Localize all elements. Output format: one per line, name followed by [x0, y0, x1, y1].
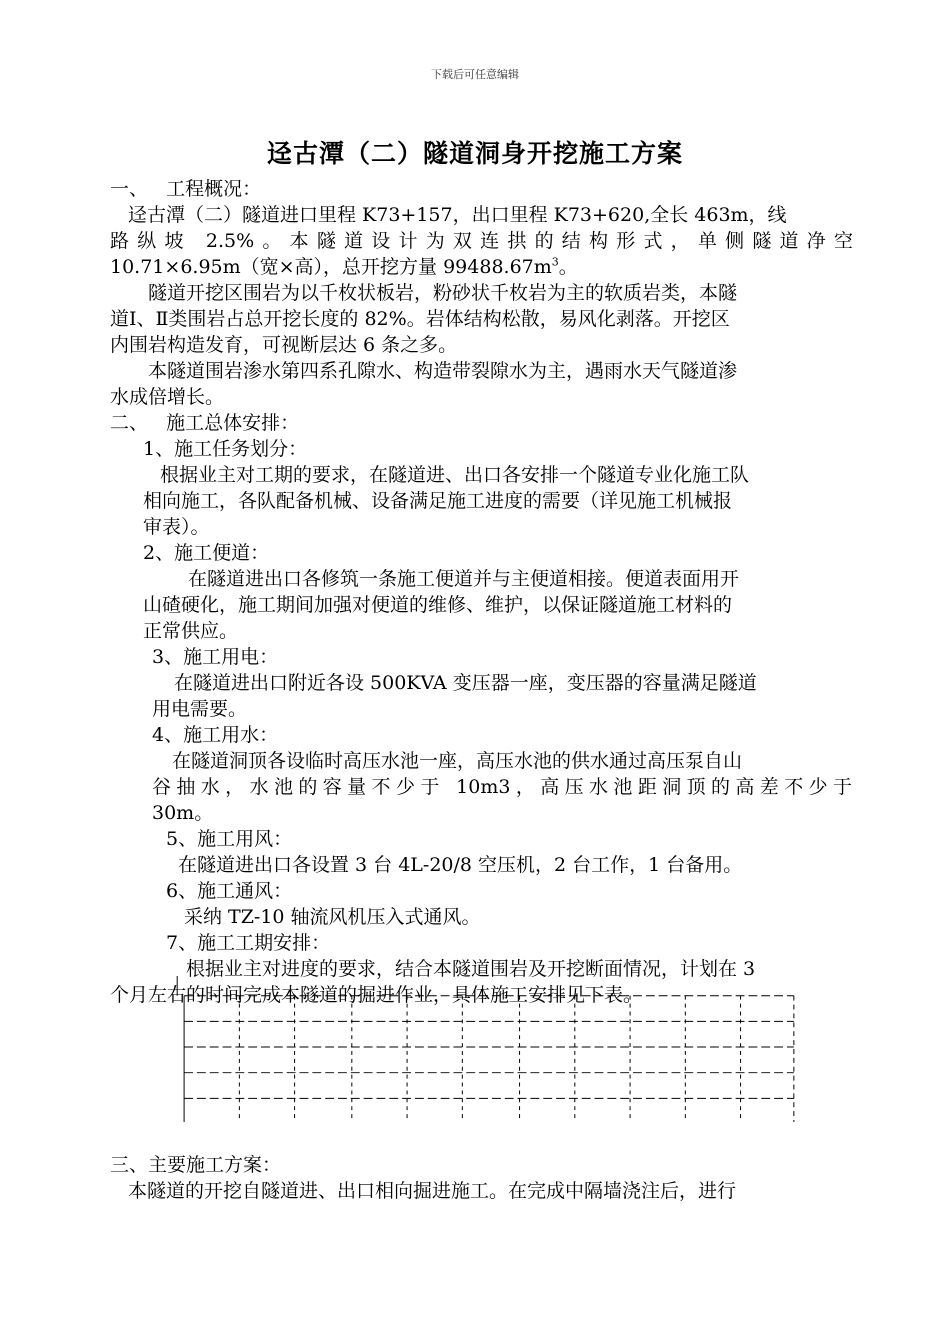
item7-line1: 根据业主对进度的要求，结合本隧道围岩及开挖断面情况，计划在 3: [186, 958, 756, 980]
item7-label: 7、施工工期安排：: [166, 932, 331, 954]
section2-heading: 二、 施工总体安排：: [110, 412, 300, 434]
item3-line1: 在隧道进出口附近各设 500KVA 变压器一座，变压器的容量满足隧道: [174, 672, 757, 694]
section3-heading: 三、主要施工方案：: [110, 1154, 282, 1176]
s1-p2-line3: 内围岩构造发育，可视断层达 6 条之多。: [110, 334, 458, 356]
item6-label: 6、施工通风：: [166, 880, 293, 902]
s1-p3-line1: 本隧道围岩渗水第四系孔隙水、构造带裂隙水为主，遇雨水天气隧道渗: [148, 360, 738, 382]
page-title: 迳古潭（二）隧道洞身开挖施工方案: [266, 139, 683, 168]
item4-label: 4、施工用水：: [152, 724, 279, 746]
s1-p1-line3: 10.71×6.95m（宽×高），总开挖方量 $99488.67m^3$。: [110, 255, 578, 278]
s1-p1-line1: 迳古潭（二）隧道进口里程 K73+157，出口里程 K73+620,全长 463m，线: [128, 204, 787, 226]
s1-p1-line2: 路纵坡 2.5%。本隧道设计为双连拱的结构形式，单侧隧道净空: [110, 230, 853, 252]
schedule-grid: [172, 976, 802, 1124]
item1-label: 1、施工任务划分：: [143, 438, 308, 460]
item4-line1: 在隧道洞顶各设临时高压水池一座，高压水池的供水通过高压泵自山: [172, 750, 743, 772]
item4-line3: 30m。: [152, 802, 214, 824]
item1-line3: 审表）。: [143, 516, 210, 538]
grid-columns: [239, 996, 740, 1122]
header-note: 下载后可任意编辑: [431, 68, 519, 81]
item6-line1: 采纳 TZ-10 轴流风机压入式通风。: [184, 906, 481, 928]
item2-line3: 正常供应。: [143, 620, 239, 642]
item2-label: 2、施工便道：: [143, 542, 270, 564]
s1-p2-line2: 道Ⅰ、Ⅱ类围岩占总开挖长度的 82%。岩体结构松散，易风化剥落。开挖区: [110, 308, 730, 330]
item3-label: 3、施工用电：: [152, 646, 279, 668]
item1-line1: 根据业主对工期的要求，在隧道进、出口各安排一个隧道专业化施工队: [160, 464, 750, 486]
item5-line1: 在隧道进出口各设置 3 台 4L-20/8 空压机，2 台工作，1 台备用。: [178, 854, 743, 876]
item3-line2: 用电需要。: [152, 698, 248, 720]
section1-heading: 一、 工程概况：: [110, 178, 262, 200]
item5-label: 5、施工用风：: [166, 828, 293, 850]
s1-p2-line1: 隧道开挖区围岩为以千枚状板岩，粉砂状千枚岩为主的软质岩类，本隧: [148, 282, 738, 304]
s1-p3-line2: 水成倍增长。: [110, 386, 225, 408]
item7-line2: 个月左右的时间完成本隧道的掘进作业，具体施工安排见下表。: [110, 984, 643, 1006]
s3-line1: 本隧道的开挖自隧道进、出口相向掘进施工。在完成中隔墙浇注后，进行: [128, 1180, 737, 1202]
item4-line2: 谷抽水，水池的容量不少于 10m3，高压水池距洞顶的高差不少于: [152, 776, 852, 798]
item1-line2: 相向施工，各队配备机械、设备满足施工进度的需要（详见施工机械报: [143, 490, 733, 512]
item2-line2: 山碴硬化，施工期间加强对便道的维修、维护，以保证隧道施工材料的: [143, 594, 733, 616]
item2-line1: 在隧道进出口各修筑一条施工便道并与主便道相接。便道表面用开: [188, 568, 740, 590]
grid-rows: [184, 996, 794, 1099]
